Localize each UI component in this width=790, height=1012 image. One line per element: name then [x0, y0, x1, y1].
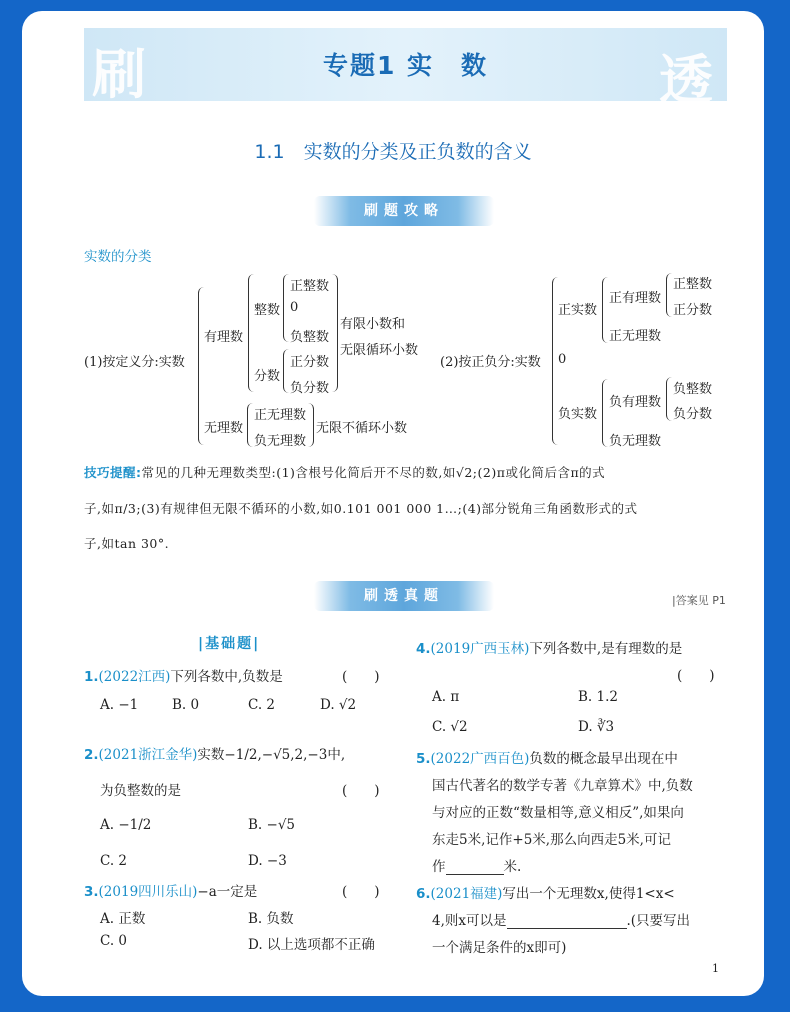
real-questions-ribbon: 刷透真题 — [314, 581, 494, 611]
classification-heading: 实数的分类 — [84, 249, 152, 265]
q1-stem: 1.(2022江西)下列各数中,负数是 — [84, 669, 283, 685]
q2-option-c: C. 2 — [100, 853, 128, 869]
pos-real: 正实数 — [558, 303, 598, 318]
brace-fraction — [283, 349, 289, 393]
neg-irr: 负无理数 — [254, 434, 307, 449]
q5-line-3: 与对应的正数“数量相等,意义相反”,如果向 — [432, 805, 684, 821]
page-number: 1 — [712, 962, 719, 975]
q2-answer-paren: ( ) — [342, 783, 380, 799]
pos-frac: 正分数 — [290, 355, 330, 370]
q3-option-d: D. 以上选项都不正确 — [248, 937, 375, 953]
q4-option-d: D. ∛3 — [578, 719, 615, 735]
brace-pos-rational — [666, 273, 672, 317]
finite-note-1: 有限小数和 — [340, 317, 406, 332]
q5-answer-blank[interactable] — [446, 861, 504, 875]
q1-answer-paren: ( ) — [342, 669, 380, 685]
pos-int: 正整数 — [290, 279, 330, 294]
q5-line-5: 作 米. — [432, 859, 522, 875]
neg-rational: 负有理数 — [609, 395, 662, 410]
finite-note-2: 无限循环小数 — [340, 343, 419, 358]
sign-label: (2)按正负分:实数 — [440, 355, 541, 370]
chapter-title: 专题1 实 数 — [322, 51, 489, 80]
q4-option-c: C. √2 — [432, 719, 468, 735]
rational-label: 有理数 — [204, 330, 244, 345]
q2-option-d: D. −3 — [248, 853, 287, 869]
brush-char-right: 透 — [659, 48, 713, 112]
q4-stem: 4.(2019广西玉林)下列各数中,是有理数的是 — [416, 641, 683, 657]
brace-finite — [332, 274, 338, 392]
fraction-label: 分数 — [254, 369, 281, 384]
strategy-ribbon: 刷题攻略 — [314, 196, 494, 226]
neg-irr-2: 负无理数 — [609, 434, 662, 449]
answer-reference: |答案见 P1 — [672, 594, 726, 607]
q4-answer-paren: ( ) — [677, 668, 715, 684]
neg-frac: 负分数 — [290, 381, 330, 396]
q2-option-a: A. −1/2 — [100, 817, 152, 833]
q2-stem: 2.(2021浙江金华)实数−1/2,−√5,2,−3中, — [84, 747, 346, 763]
q4-option-b: B. 1.2 — [578, 689, 618, 705]
q6-line-2: 4,则x可以是 .(只要写出 — [432, 913, 691, 929]
brace-irrational — [247, 403, 253, 447]
neg-frac-2: 负分数 — [673, 407, 713, 422]
page — [22, 11, 764, 996]
tip-line-3: 子,如tan 30°. — [84, 536, 170, 551]
neg-real: 负实数 — [558, 407, 598, 422]
neg-int-2: 负整数 — [673, 382, 713, 397]
q5-line-2: 国古代著名的数学专著《九章算术》中,负数 — [432, 778, 693, 794]
q2-option-b: B. −√5 — [248, 817, 296, 833]
title-banner — [84, 28, 727, 112]
brace-pos-real — [602, 277, 608, 343]
q3-option-b: B. 负数 — [248, 911, 294, 927]
q1-option-a: A. −1 — [100, 697, 139, 713]
q1-option-c: C. 2 — [248, 697, 276, 713]
pos-irr-2: 正无理数 — [609, 329, 662, 344]
brush-char-left: 刷 — [92, 42, 146, 106]
neg-int: 负整数 — [290, 330, 330, 345]
integer-label: 整数 — [254, 303, 281, 318]
q5-line-1: 5.(2022广西百色)负数的概念最早出现在中 — [416, 751, 678, 767]
q5-line-4: 东走5米,记作+5米,那么向西走5米,可记 — [432, 832, 671, 848]
q3-stem: 3.(2019四川乐山)−a一定是 — [84, 884, 258, 900]
pos-irr: 正无理数 — [254, 408, 307, 423]
q6-answer-blank[interactable] — [507, 915, 627, 929]
def-label: (1)按定义分:实数 — [84, 355, 185, 370]
q3-answer-paren: ( ) — [342, 884, 380, 900]
q2-stem-2: 为负整数的是 — [100, 783, 181, 799]
tip-line-1: 技巧提醒:常见的几种无理数类型:(1)含根号化简后开不尽的数,如√2;(2)π或化简后含π的式 — [84, 465, 606, 480]
pos-rational: 正有理数 — [609, 291, 662, 306]
zero-2: 0 — [558, 352, 567, 367]
tip-line-2: 子,如π/3;(3)有规律但无限不循环的小数,如0.101 001 000 1…;(4)部分锐角三角函数形式的式 — [84, 501, 638, 516]
section-title: 1.1 实数的分类及正负数的含义 — [254, 141, 532, 163]
irrational-label: 无理数 — [204, 421, 244, 436]
q3-option-c: C. 0 — [100, 933, 128, 949]
basic-section-title: |基础题| — [198, 636, 261, 652]
q4-option-a: A. π — [432, 689, 460, 705]
q1-option-b: B. 0 — [172, 697, 200, 713]
brace-integer — [283, 274, 289, 342]
q1-option-d: D. √2 — [320, 697, 357, 713]
pos-frac-2: 正分数 — [673, 303, 713, 318]
irr-note: 无限不循环小数 — [316, 421, 408, 436]
brace-neg-real — [602, 379, 608, 447]
brace-irr-note — [308, 403, 314, 447]
pos-int-2: 正整数 — [673, 277, 713, 292]
q6-line-1: 6.(2021福建)写出一个无理数x,使得1<x< — [416, 886, 675, 902]
tip-label: 技巧提醒: — [84, 465, 142, 480]
q6-line-3: 一个满足条件的x即可) — [432, 940, 567, 956]
q3-option-a: A. 正数 — [100, 911, 146, 927]
brace-neg-rational — [666, 377, 672, 421]
zero: 0 — [290, 300, 299, 315]
